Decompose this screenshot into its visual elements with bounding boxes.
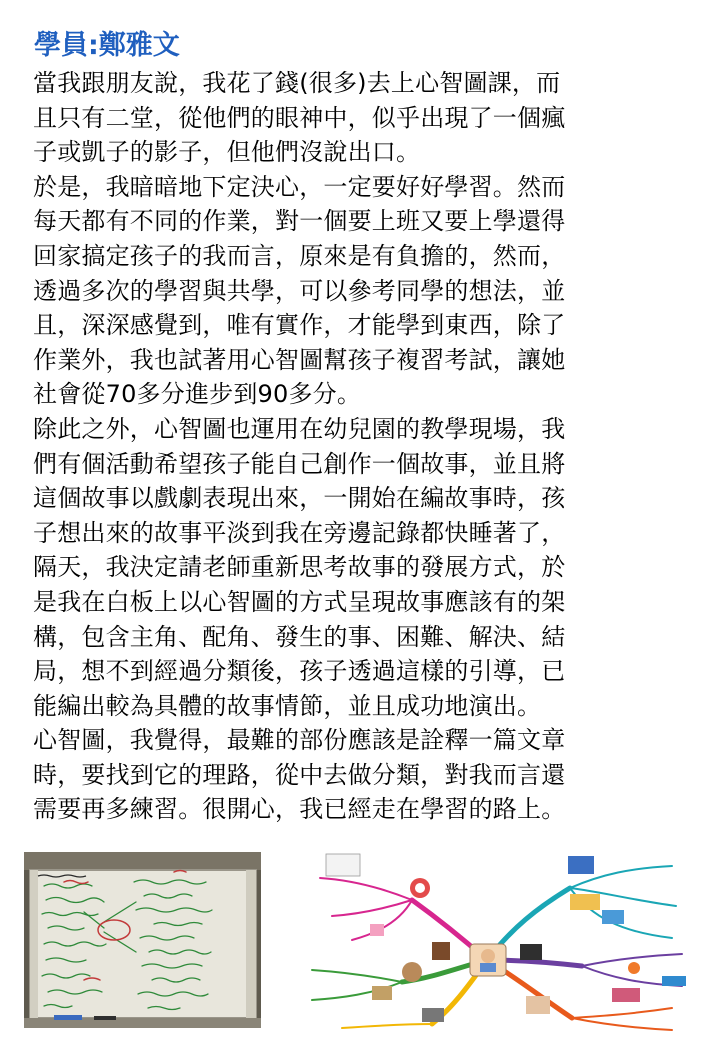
colorful-mindmap-diagram-icon [272,848,710,1034]
body-line: 除此之外，心智圖也運用在幼兒園的教學現場，我 [33,414,566,443]
body-line: 社會從70多分進步到90多分。 [33,380,362,409]
body-line: 構，包含主角、配角、發生的事、困難、解決、結 [33,622,566,651]
body-line: 當我跟朋友說，我花了錢(很多)去上心智圖課，而 [33,69,561,97]
body-line: 於是，我暗暗地下定決心，一定要好好學習。然而 [33,172,566,201]
body-line: 且，深深感覺到，唯有實作，才能學到東西，除了 [33,311,566,340]
body-line: 們有個活動希望孩子能自己創作一個故事，並且將 [33,449,566,478]
body-line: 子想出來的故事平淡到我在旁邊記錄都快睡著了， [33,518,566,547]
page-title: 學員:鄭雅文 [34,30,180,61]
body-line: 局，想不到經過分類後，孩子透過這樣的引導，已 [33,657,566,686]
body-line: 時，要找到它的理路，從中去做分類，對我而言還 [33,760,566,789]
testimonial-body [33,66,693,827]
body-line: 心智圖，我覺得，最難的部份應該是詮釋一篇文章 [33,726,566,755]
mindmap-image [272,848,710,1034]
body-line: 透過多次的學習與共學，可以參考同學的想法，並 [33,276,566,305]
body-line: 隔天，我決定請老師重新思考故事的發展方式，於 [33,553,566,582]
body-line: 能編出較為具體的故事情節，並且成功地演出。 [33,691,542,720]
body-line: 每天都有不同的作業，對一個要上班又要上學還得 [33,207,566,236]
body-line: 作業外，我也試著用心智圖幫孩子複習考試，讓她 [33,345,566,374]
body-line: 這個故事以戲劇表現出來，一開始在編故事時，孩 [33,484,566,513]
whiteboard-mindmap-photo-icon [24,852,261,1028]
body-line: 回家搞定孩子的我而言，原來是有負擔的，然而， [33,241,566,270]
body-line: 子或凱子的影子，但他們沒說出口。 [33,138,421,167]
whiteboard-photo [24,852,261,1028]
body-line: 需要再多練習。很開心，我已經走在學習的路上。 [33,795,566,824]
body-line: 是我在白板上以心智圖的方式呈現故事應該有的架 [33,587,566,616]
body-line: 且只有二堂，從他們的眼神中，似乎出現了一個瘋 [33,103,566,132]
